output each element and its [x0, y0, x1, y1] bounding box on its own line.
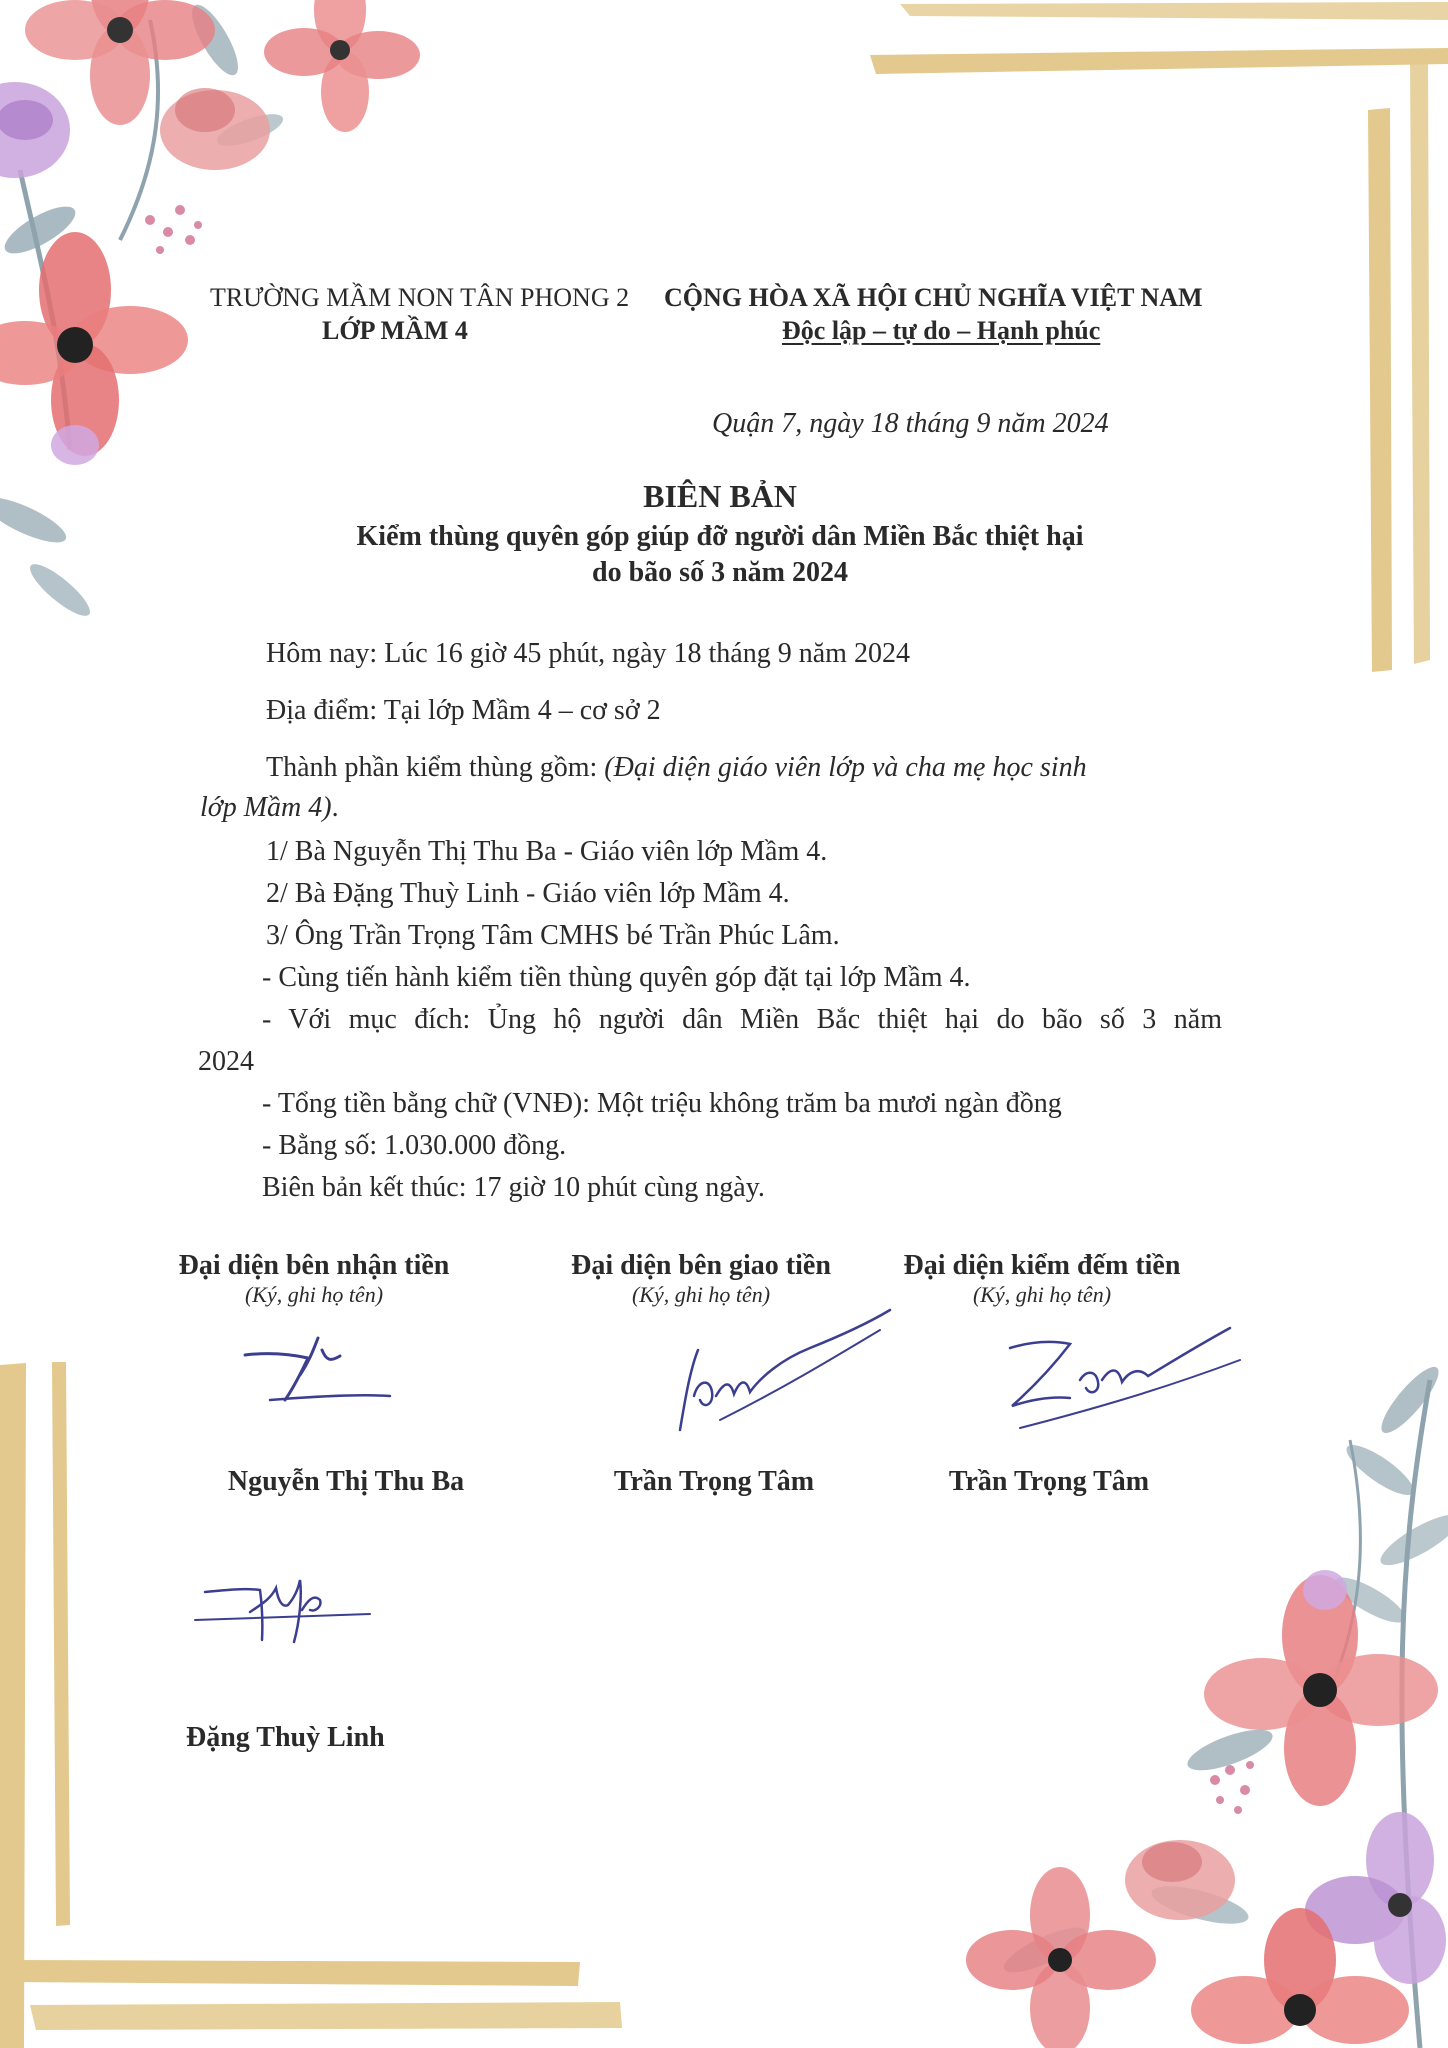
signer-name-giver: Trần Trọng Tâm: [613, 1466, 815, 1497]
members-label: Thành phần kiểm thùng gồm:: [266, 752, 605, 783]
floral-bottom-right: [966, 1360, 1448, 2048]
signature-counter-title: Đại diện kiểm đếm tiền: [903, 1250, 1181, 1281]
signature-extra-scribble: [190, 1550, 390, 1650]
meeting-time: Hôm nay: Lúc 16 giờ 45 phút, ngày 18 tháng 9 năm 2024: [266, 638, 910, 669]
class-name: LỚP MẦM 4: [322, 316, 468, 345]
signature-counter-header: [862, 1250, 1222, 1308]
place-date: Quận 7, ngày 18 tháng 9 năm 2024: [712, 408, 1109, 439]
members-intro: [266, 752, 1087, 784]
members-note-line-2: lớp Mầm 4): [200, 792, 332, 823]
amount-in-numbers: - Bằng số: 1.030.000 đồng.: [262, 1130, 567, 1161]
gold-frame-bottom: [0, 1362, 622, 2048]
amount-in-words: - Tổng tiền bằng chữ (VNĐ): Một triệu không trăm ba mươi ngàn đồng: [262, 1088, 1062, 1119]
signature-counter-scribble: [990, 1310, 1250, 1440]
signature-giver-scribble: [660, 1300, 900, 1440]
member-3: 3/ Ông Trần Trọng Tâm CMHS bé Trần Phúc Lâm.: [266, 920, 840, 951]
signature-receiver-title: Đại diện bên nhận tiền: [178, 1250, 450, 1281]
signature-receiver-header: [134, 1250, 494, 1308]
document-subtitle-line-1: Kiểm thùng quyên góp giúp đỡ người dân Miền Bắc thiệt hại: [356, 521, 1084, 552]
member-2: 2/ Bà Đặng Thuỳ Linh - Giáo viên lớp Mầm 4.: [266, 878, 790, 909]
signature-receiver-note: (Ký, ghi họ tên): [244, 1282, 384, 1307]
signature-counter-note: (Ký, ghi họ tên): [972, 1282, 1112, 1307]
document-title: BIÊN BẢN: [643, 478, 797, 514]
signature-receiver-scribble: [230, 1330, 410, 1410]
school-name: TRƯỜNG MẦM NON TÂN PHONG 2: [210, 283, 630, 312]
signer-name-counter: Trần Trọng Tâm: [948, 1466, 1150, 1497]
meeting-location: Địa điểm: Tại lớp Mầm 4 – cơ sở 2: [266, 695, 661, 726]
signer-name-receiver: Nguyễn Thị Thu Ba: [227, 1466, 465, 1497]
action-description: - Cùng tiến hành kiểm tiền thùng quyên góp đặt tại lớp Mầm 4.: [262, 962, 971, 993]
purpose-line-1: - Với mục đích: Ủng hộ người dân Miền Bắc thiệt hại do bão số 3 năm: [262, 1004, 1222, 1035]
purpose-line-2: 2024: [198, 1046, 254, 1077]
members-note-line-1: (Đại diện giáo viên lớp và cha mẹ học sinh: [604, 752, 1087, 783]
closing-time: Biên bản kết thúc: 17 giờ 10 phút cùng ngày.: [262, 1172, 765, 1203]
members-intro-cont: [200, 792, 339, 824]
signer-name-extra: Đặng Thuỳ Linh: [186, 1722, 385, 1753]
country-name: CỘNG HÒA XÃ HỘI CHỦ NGHĨA VIỆT NAM: [664, 283, 1203, 312]
signature-giver-note: (Ký, ghi họ tên): [631, 1282, 771, 1307]
national-motto: Độc lập – tự do – Hạnh phúc: [782, 316, 1101, 345]
document-subtitle-line-2: do bão số 3 năm 2024: [592, 557, 848, 588]
member-1: 1/ Bà Nguyễn Thị Thu Ba - Giáo viên lớp Mầm 4.: [266, 836, 828, 867]
signature-giver-title: Đại diện bên giao tiền: [571, 1250, 831, 1281]
members-note-end: .: [331, 792, 339, 823]
document-title-block: [260, 478, 1180, 589]
